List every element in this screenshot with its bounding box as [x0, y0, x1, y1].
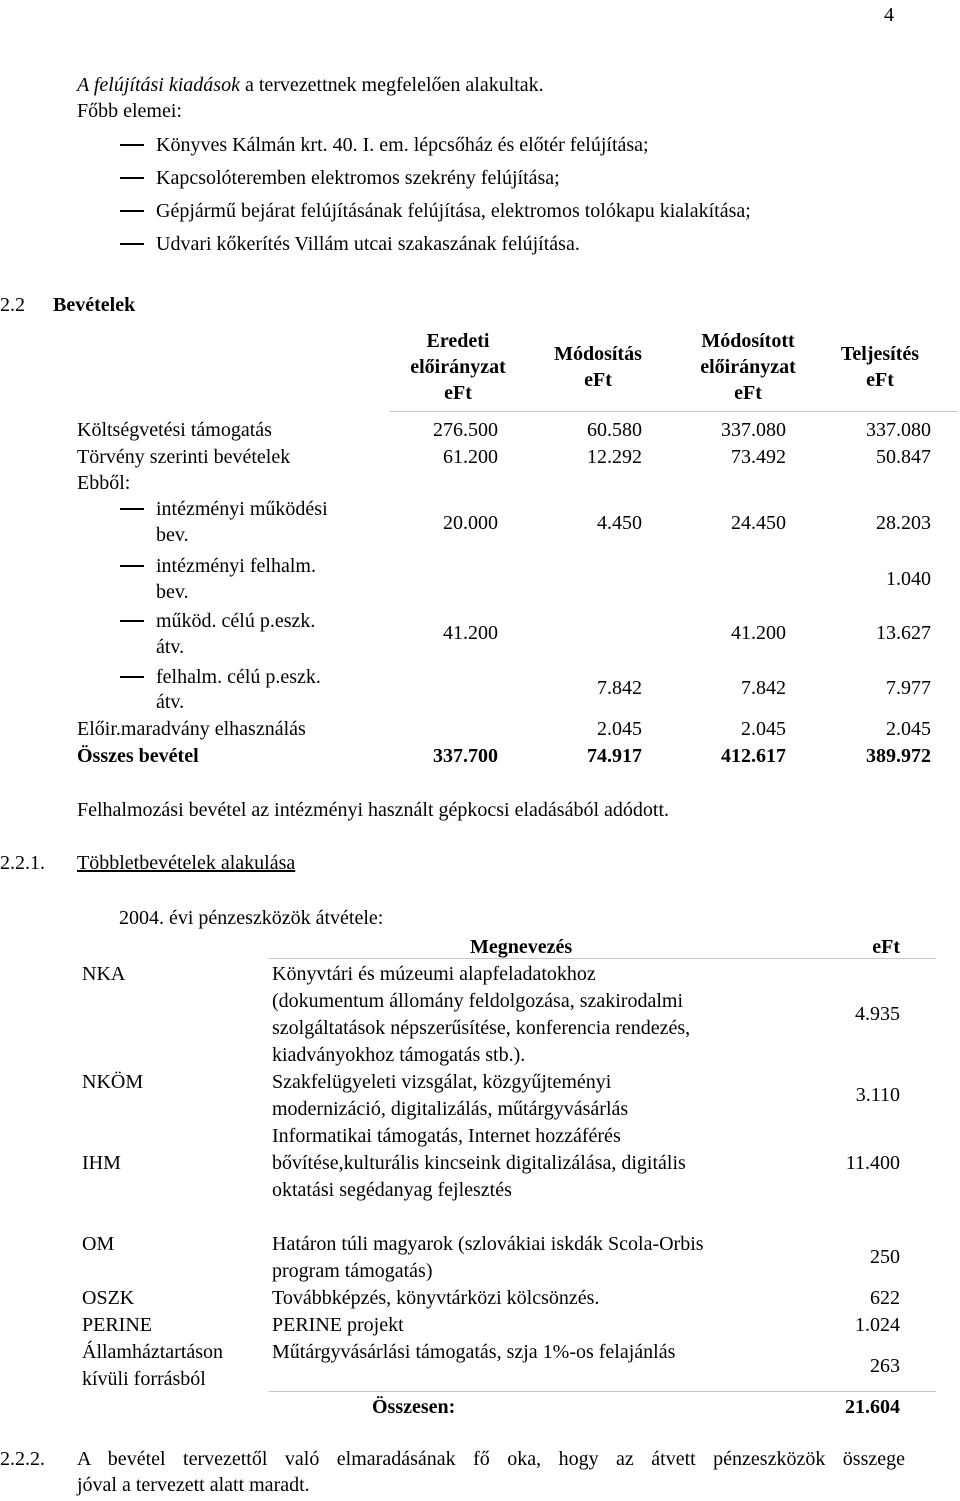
desc-line: oktatási segédanyag fejlesztés [272, 1179, 512, 1201]
col-header-eredeti: Eredeti előirányzat eFt [410, 330, 506, 404]
cell-eredeti: 41.200 [443, 622, 498, 644]
desc-line: Könyvtári és múzeumi alapfeladatokhoz [272, 963, 596, 985]
source-name: Államháztartáson [82, 1341, 224, 1363]
table-header-rule [390, 411, 958, 412]
dash-bullet [120, 676, 144, 678]
cell-teljesites: 389.972 [866, 745, 931, 767]
transfers-total-label: Összesen: [372, 1396, 456, 1418]
cell-modositas: 60.580 [587, 419, 642, 441]
source-name: OM [82, 1233, 115, 1255]
cell-modositott: 2.045 [741, 718, 786, 740]
transfers-footer-rule [268, 1391, 936, 1392]
intro-item: Könyves Kálmán krt. 40. I. em. lépcsőház és előtér felújítása; [156, 134, 649, 156]
desc-line: kiadványokhoz támogatás stb.). [272, 1044, 526, 1066]
intro-item: Udvari kőkerítés Villám utcai szakaszának felújítása. [156, 233, 580, 255]
source-name: OSZK [82, 1287, 135, 1309]
desc-line: bővítése,kulturális kincseink digitalizálása, digitális [272, 1152, 686, 1174]
dash-bullet [120, 177, 144, 179]
desc-line: Továbbképzés, könyvtárközi kölcsönzés. [272, 1287, 600, 1309]
transfers-total-value: 21.604 [845, 1396, 900, 1418]
section-222-line-1: A bevétel tervezettől való elmaradásának fő oka, hogy az átvett pénzeszközök összege [77, 1448, 905, 1470]
row-label: Előir.maradvány elhasználás [77, 718, 306, 740]
transfer-value: 4.935 [855, 1003, 900, 1025]
row-label-cont: bev. [156, 581, 189, 603]
row-label: intézményi működési [156, 498, 328, 520]
cell-modositas: 12.292 [587, 446, 642, 468]
section-222-line-2: jóval a tervezett alatt maradt. [77, 1474, 310, 1496]
desc-line: modernizáció, digitalizálás, műtárgyvásárlás [272, 1098, 629, 1120]
cell-teljesites: 7.977 [886, 677, 931, 699]
transfer-value: 622 [870, 1287, 900, 1309]
dash-bullet [120, 508, 144, 510]
page-number: 4 [884, 4, 894, 26]
cell-teljesites: 2.045 [886, 718, 931, 740]
total-row-label: Összes bevétel [77, 745, 199, 767]
desc-line: szolgáltatások népszerűsítése, konferencia rendezés, [272, 1017, 691, 1039]
desc-line: Szakfelügyeleti vizsgálat, közgyűjteményi [272, 1071, 612, 1093]
section-title: Többletbevételek alakulása [77, 852, 296, 874]
header-megnevezes: Megnevezés [470, 936, 573, 958]
transfer-value: 3.110 [855, 1084, 900, 1106]
row-label: felhalm. célú p.eszk. [156, 666, 321, 688]
col-header-teljesites: Teljesítés eFt [840, 343, 920, 391]
row-label-cont: átv. [156, 636, 185, 658]
cell-modositas: 74.917 [587, 745, 642, 767]
source-name: NKA [82, 963, 126, 985]
cell-teljesites: 1.040 [886, 568, 931, 590]
cell-modositas: 2.045 [597, 718, 642, 740]
intro-item: Kapcsolóteremben elektromos szekrény felújítása; [156, 167, 560, 189]
cell-teljesites: 337.080 [866, 419, 931, 441]
row-label-cont: átv. [156, 691, 185, 713]
section-number: 2.2 [0, 294, 25, 316]
source-name: IHM [82, 1152, 121, 1174]
cell-teljesites: 13.627 [876, 622, 931, 644]
transfers-header-rule [268, 958, 936, 959]
note-felhalmozasi: Felhalmozási bevétel az intézményi használt gépkocsi eladásából adódott. [77, 799, 670, 821]
dash-bullet [120, 144, 144, 146]
desc-line: program támogatás) [272, 1260, 433, 1282]
cell-modositott: 412.617 [721, 745, 786, 767]
row-label: Költségvetési támogatás [77, 419, 272, 441]
cell-eredeti: 61.200 [443, 446, 498, 468]
source-name: PERINE [82, 1314, 152, 1336]
row-label: Ebből: [77, 472, 131, 494]
row-label: működ. célú p.eszk. [156, 610, 316, 632]
section-number: 2.2.2. [0, 1448, 45, 1470]
dash-bullet [120, 565, 144, 567]
cell-eredeti: 276.500 [433, 419, 498, 441]
intro-rest: a tervezettnek megfelelően alakultak. [239, 74, 544, 96]
transfer-value: 11.400 [845, 1152, 900, 1174]
intro-line-1 [77, 72, 544, 98]
desc-line: Határon túli magyarok (szlovákiai iskdák Scola-Orbis [272, 1233, 704, 1255]
cell-modositas: 7.842 [597, 677, 642, 699]
section-title: Bevételek [53, 294, 136, 316]
header-eft: eFt [872, 936, 900, 958]
section-number: 2.2.1. [0, 852, 45, 874]
transfer-value: 263 [870, 1355, 900, 1377]
col-header-modositott: Módosított előirányzat eFt [700, 330, 796, 404]
row-label: intézményi felhalm. [156, 555, 316, 577]
dash-bullet [120, 210, 144, 212]
cell-teljesites: 28.203 [876, 512, 931, 534]
source-name-cont: kívüli forrásból [82, 1368, 206, 1390]
cell-modositott: 337.080 [721, 419, 786, 441]
cell-eredeti: 20.000 [443, 512, 498, 534]
row-label-cont: bev. [156, 524, 189, 546]
intro-item: Gépjármű bejárat felújításának felújítása, elektromos tolókapu kialakítása; [156, 200, 751, 222]
intro-italic: A felújítási kiadások [77, 74, 240, 96]
cell-modositas: 4.450 [597, 512, 642, 534]
desc-line: Informatikai támogatás, Internet hozzáférés [272, 1125, 621, 1147]
dash-bullet [120, 243, 144, 245]
cell-eredeti: 337.700 [433, 745, 498, 767]
desc-line: Műtárgyvásárlási támogatás, szja 1%-os felajánlás [272, 1341, 676, 1363]
transfer-value: 1.024 [855, 1314, 900, 1336]
desc-line: (dokumentum állomány feldolgozása, szakirodalmi [272, 990, 683, 1012]
row-label: Törvény szerinti bevételek [77, 446, 291, 468]
cell-modositott: 7.842 [741, 677, 786, 699]
cell-teljesites: 50.847 [876, 446, 931, 468]
cell-modositott: 24.450 [731, 512, 786, 534]
transfers-intro: 2004. évi pénzeszközök átvétele: [119, 907, 384, 929]
source-name: NKÖM [82, 1071, 144, 1093]
cell-modositott: 73.492 [731, 446, 786, 468]
cell-modositott: 41.200 [731, 622, 786, 644]
intro-line-2: Főbb elemei: [77, 100, 182, 122]
desc-line: PERINE projekt [272, 1314, 404, 1336]
col-header-modositas: Módosítás eFt [554, 343, 642, 391]
dash-bullet [120, 620, 144, 622]
transfer-value: 250 [870, 1246, 900, 1268]
